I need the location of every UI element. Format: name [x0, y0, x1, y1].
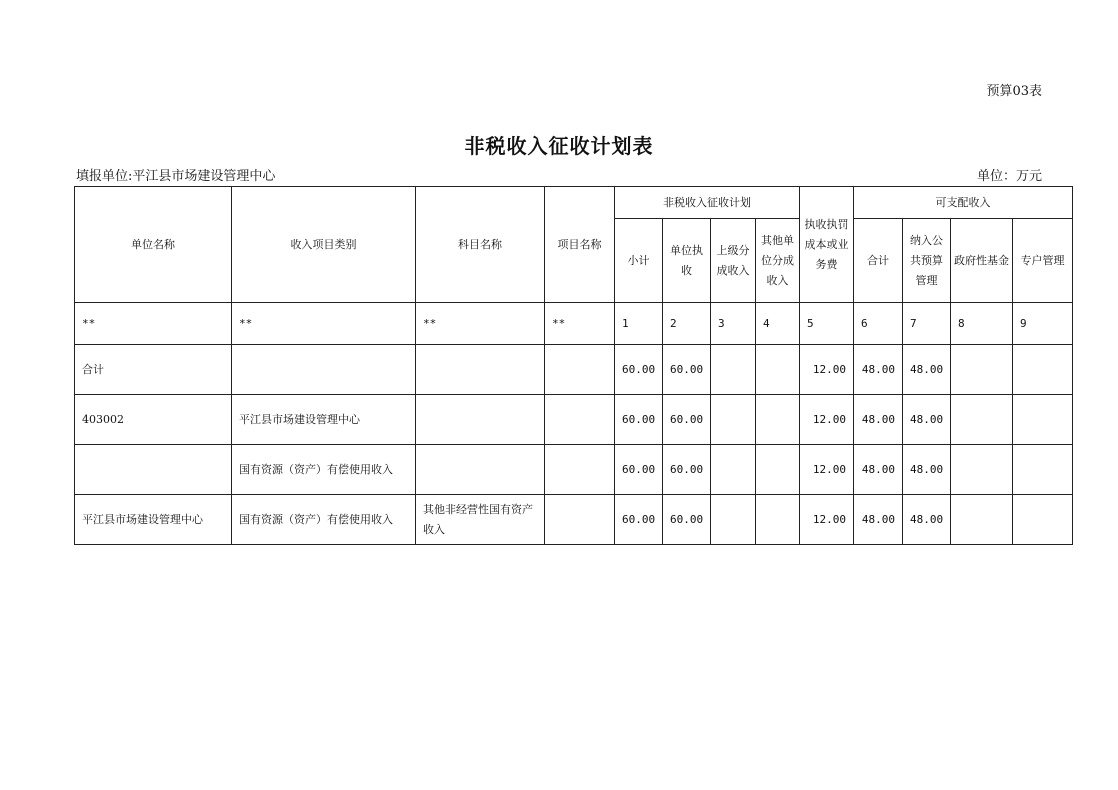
- header-special-account: 专户管理: [1013, 219, 1073, 303]
- index-cell: **: [75, 303, 232, 345]
- cell-upper-share: [711, 345, 756, 395]
- header-gov-fund: 政府性基金: [951, 219, 1013, 303]
- cell-upper-share: [711, 395, 756, 445]
- cell-category: 平江县市场建设管理中心: [232, 395, 416, 445]
- cell-subtotal: 60.00: [615, 345, 663, 395]
- cell-public-budget: 48.00: [903, 495, 951, 545]
- cell-other-share: [756, 445, 800, 495]
- cell-category: 国有资源（资产）有偿使用收入: [232, 445, 416, 495]
- table-row: [75, 445, 1073, 495]
- cell-unit: 平江县市场建设管理中心: [75, 495, 232, 545]
- non-tax-plan-table: [74, 186, 1073, 545]
- index-cell: **: [232, 303, 416, 345]
- form-number: 预算03表: [986, 84, 1042, 99]
- cell-other-share: [756, 395, 800, 445]
- header-other-share: 其他单位分成收入: [756, 219, 800, 303]
- cell-upper-share: [711, 495, 756, 545]
- cell-category: 国有资源（资产）有偿使用收入: [232, 495, 416, 545]
- cell-unit: 403002: [75, 395, 232, 445]
- cell-subject: [416, 345, 545, 395]
- cell-enforce-cost: 12.00: [800, 445, 854, 495]
- cell-other-share: [756, 345, 800, 395]
- index-cell: 3: [711, 303, 756, 345]
- cell-unit: [75, 445, 232, 495]
- cell-public-budget: 48.00: [903, 345, 951, 395]
- header-plan-group: 非税收入征收计划: [615, 187, 800, 219]
- cell-total: 48.00: [854, 445, 903, 495]
- index-cell: 4: [756, 303, 800, 345]
- table-row: [75, 395, 1073, 445]
- table-row: [75, 345, 1073, 395]
- cell-unit-collect: 60.00: [663, 445, 711, 495]
- index-cell: 6: [854, 303, 903, 345]
- currency-unit: 单位：万元: [976, 169, 1042, 184]
- cell-unit-collect: 60.00: [663, 495, 711, 545]
- cell-subtotal: 60.00: [615, 495, 663, 545]
- cell-special-account: [1013, 345, 1073, 395]
- header-upper-share: 上级分成收入: [711, 219, 756, 303]
- cell-unit-collect: 60.00: [663, 345, 711, 395]
- cell-subject: [416, 445, 545, 495]
- index-cell: 7: [903, 303, 951, 345]
- cell-enforce-cost: 12.00: [800, 345, 854, 395]
- cell-special-account: [1013, 445, 1073, 495]
- cell-upper-share: [711, 445, 756, 495]
- index-cell: **: [545, 303, 615, 345]
- cell-gov-fund: [951, 395, 1013, 445]
- cell-public-budget: 48.00: [903, 445, 951, 495]
- cell-total: 48.00: [854, 495, 903, 545]
- index-cell: 1: [615, 303, 663, 345]
- cell-category: [232, 345, 416, 395]
- header-public-budget: 纳入公共预算管理: [903, 219, 951, 303]
- cell-project: [545, 445, 615, 495]
- header-project-name: 项目名称: [545, 187, 615, 303]
- cell-project: [545, 495, 615, 545]
- cell-subject: [416, 395, 545, 445]
- cell-gov-fund: [951, 495, 1013, 545]
- cell-enforce-cost: 12.00: [800, 495, 854, 545]
- header-income-category: 收入项目类别: [232, 187, 416, 303]
- cell-total: 48.00: [854, 395, 903, 445]
- header-unit-name: 单位名称: [75, 187, 232, 303]
- index-row: [75, 303, 1073, 345]
- cell-enforce-cost: 12.00: [800, 395, 854, 445]
- header-subtotal: 小计: [615, 219, 663, 303]
- index-cell: 9: [1013, 303, 1073, 345]
- cell-public-budget: 48.00: [903, 395, 951, 445]
- index-cell: 5: [800, 303, 854, 345]
- header-enforce-cost: 执收执罚成本或业务费: [800, 187, 854, 303]
- header-total: 合计: [854, 219, 903, 303]
- index-cell: **: [416, 303, 545, 345]
- cell-unit-collect: 60.00: [663, 395, 711, 445]
- cell-special-account: [1013, 495, 1073, 545]
- cell-gov-fund: [951, 445, 1013, 495]
- cell-total: 48.00: [854, 345, 903, 395]
- cell-subject: 其他非经营性国有资产收入: [416, 495, 545, 545]
- cell-project: [545, 395, 615, 445]
- table-row: [75, 495, 1073, 545]
- header-unit-collect: 单位执收: [663, 219, 711, 303]
- header-disposable-group: 可支配收入: [854, 187, 1073, 219]
- cell-subtotal: 60.00: [615, 395, 663, 445]
- page-title: 非税收入征收计划表: [464, 134, 654, 158]
- cell-other-share: [756, 495, 800, 545]
- index-cell: 8: [951, 303, 1013, 345]
- cell-special-account: [1013, 395, 1073, 445]
- cell-subtotal: 60.00: [615, 445, 663, 495]
- cell-gov-fund: [951, 345, 1013, 395]
- header-subject-name: 科目名称: [416, 187, 545, 303]
- index-cell: 2: [663, 303, 711, 345]
- filler-unit: 填报单位:平江县市场建设管理中心: [76, 169, 276, 184]
- cell-project: [545, 345, 615, 395]
- cell-unit: 合计: [75, 345, 232, 395]
